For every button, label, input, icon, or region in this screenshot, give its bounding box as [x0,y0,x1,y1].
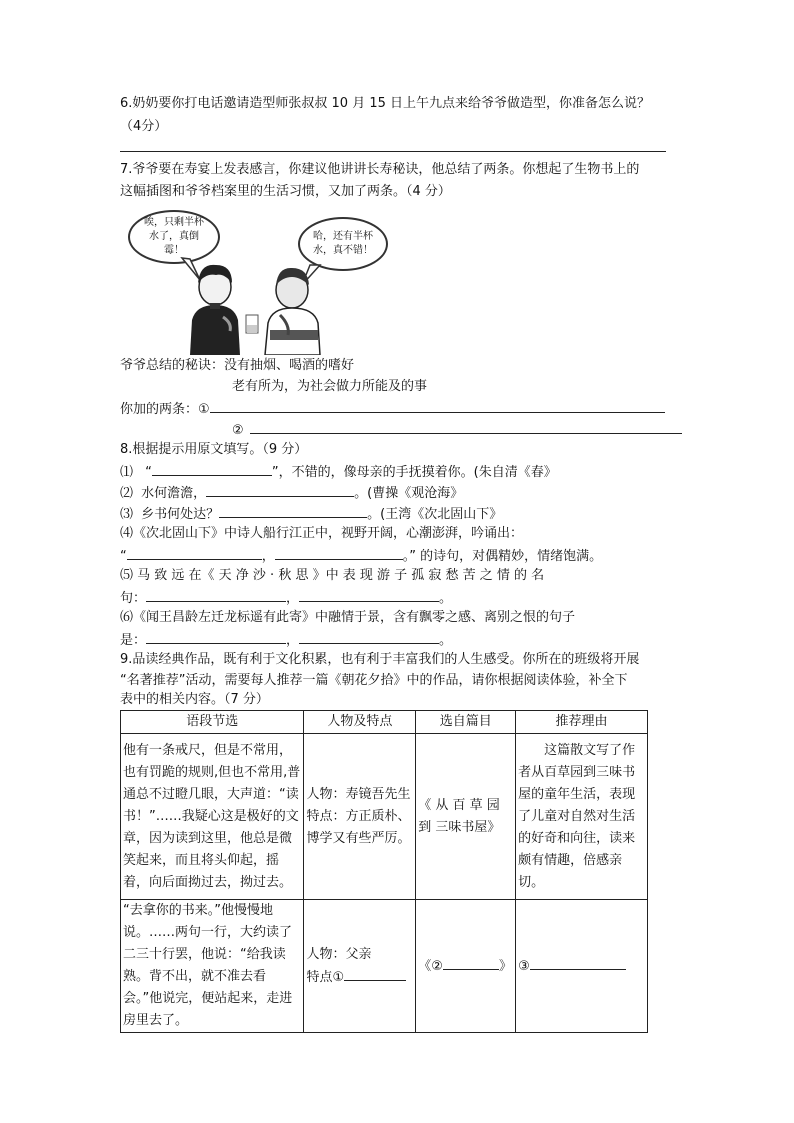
illustration [120,205,380,355]
pessimist-figure [190,265,240,355]
row2-reason-cell [516,900,648,1033]
q8-item-6b [120,629,452,651]
q8-item-4b [120,545,602,567]
q8-blank-4a[interactable] [127,545,262,560]
cartoon-figures [120,205,380,355]
q8-item-6a: ⑹《闻王昌龄左迁龙标遥有此寄》中融情于景，含有飘零之感、离别之恨的句子 [120,610,576,625]
q8-item-6-comma: ， [286,633,300,648]
row2-source-close: 》 [498,958,512,974]
row2-source-blank[interactable] [443,955,499,970]
row2-excerpt: “去拿你的书来。”他慢慢地说。……两句一行，大约读了二三十行罢，他说：“给我读熟。背不出，就不准去看会。”他说完，便站起来，走进房里去了。 [121,900,304,1033]
row2-trait-line [306,966,413,989]
q6-line2: （4分） [120,119,168,134]
optimist-figure [265,268,320,355]
q8-blank-5b[interactable] [299,587,439,602]
q9-line2: “名著推荐”活动，需要每人推荐一篇《朝花夕拾》中的作品，请你根据阅读体验，补全下 [120,673,628,688]
q8-item-6-end: 。 [439,633,453,648]
header-person: 人物及特点 [304,711,416,734]
header-reason: 推荐理由 [516,711,648,734]
q8-item-3 [120,503,502,525]
q8-item-6-prefix: 是： [120,633,147,648]
row2-person-cell [304,900,416,1033]
q8-blank-3[interactable] [219,503,367,518]
row2-reason-blank[interactable] [530,955,626,970]
q8-title: 8.根据提示用原文填写。（9 分） [120,442,308,457]
q8-blank-4b[interactable] [275,545,403,560]
q8-item-4a: ⑷《次北固山下》中诗人船行江正中，视野开阔，心潮澎湃，吟诵出： [120,526,524,541]
q8-item-4-comma: ， [261,549,275,564]
q8-blank-1[interactable] [152,461,272,476]
q8-item-2 [120,482,463,504]
q8-item-4-open: “ [120,549,127,564]
q8-item-5a: ⑸ 马 致 远 在《 天 净 沙 · 秋 思 》中 表 现 游 子 孤 寂 愁 苦 之 情 的 名 [120,568,545,583]
q7-added-label [120,398,665,420]
table-row [121,900,648,1033]
q8-blank-5a[interactable] [146,587,286,602]
q6-line1: 6.奶奶要你打电话邀请造型师张叔叔 10 月 15 日上午九点来给爷爷做造型，你准备怎么说？ [120,96,651,111]
q8-item-1-open: “ [145,465,152,480]
q8-item-2-source: 。(曹操《观沧海》 [354,486,464,501]
q8-item-2-num: ⑵ [120,486,134,501]
q8-item-3-num: ⑶ [120,507,134,522]
speech-bubble-left-text: 唉，只剩半杯水了，真倒霉！ [144,217,204,256]
row2-reason-num: ③ [518,958,530,974]
q8-item-1-text: ”，不错的，像母亲的手抚摸着你。(朱自清《春》 [271,465,557,480]
row2-trait: 特点① [306,969,345,985]
row2-source-cell [416,900,516,1033]
q6-answer-line [120,151,666,152]
header-source: 选自篇目 [416,711,516,734]
q8-item-5b [120,587,452,609]
q8-item-5-comma: ， [286,591,300,606]
q7-added-2-num: ② [232,423,244,438]
q8-item-1-num: ⑴ [120,465,134,480]
q7-answer-blank-2[interactable] [250,419,682,434]
row1-person: 人物：寿镜吾先生 [306,786,411,802]
row1-person-cell [304,734,416,900]
half-glass-icon [246,315,258,333]
q7-secret-1: 爷爷总结的秘诀：没有抽烟、喝酒的嗜好 [120,358,355,373]
row1-source: 《 从 百 草 园 到 三味书屋》 [416,734,516,900]
q8-item-5-end: 。 [439,591,453,606]
q8-item-1 [120,461,557,483]
row1-excerpt: 他有一条戒尺，但是不常用，也有罚跪的规则,但也不常用,普通总不过瞪几眼，大声道：“读书！”……我疑心这是极好的文章，因为读到这里，他总是微笑起来，而且将头仰起，摇着，向后面拗过去，拗过去。 [121,734,304,900]
q8-blank-6b[interactable] [299,629,439,644]
row1-reason: 这篇散文写了作者从百草园到三味书屋的童年生活，表现了儿童对自然对生活的好奇和向往，读来颇有情趣，倍感亲切。 [516,734,648,900]
q8-item-2-text: 水何澹澹， [141,486,207,501]
row2-trait-blank[interactable] [344,966,406,981]
q8-blank-6a[interactable] [146,629,286,644]
header-excerpt: 语段节选 [121,711,304,734]
q7-secret-2: 老有所为，为社会做力所能及的事 [232,379,428,394]
q9-line3: 表中的相关内容。（7 分） [120,692,269,707]
row2-person: 人物：父亲 [306,946,372,962]
q9-line1: 9.品读经典作品，既有利于文化积累，也有利于丰富我们的人生感受。你所在的班级将开展 [120,652,640,667]
recommendation-table [120,710,648,1033]
q8-item-5-prefix: 句： [120,591,147,606]
q8-blank-2[interactable] [206,482,354,497]
q7-added-2 [232,419,682,441]
q7-added-label-text: 你加的两条：① [120,402,210,417]
row1-trait: 特点：方正质朴、博学又有些严厉。 [306,808,411,846]
row2-source-open: 《② [418,958,443,974]
q8-item-4-text: 。” 的诗句，对偶精妙，情绪饱满。 [402,549,603,564]
q7-line2: 这幅插图和爷爷档案里的生活习惯，又加了两条。（4 分） [120,184,451,199]
q7-answer-blank-1[interactable] [210,398,665,413]
table-row [121,734,648,900]
q8-item-3-text: 乡书何处达？ [141,507,220,522]
q7-line1: 7.爷爷要在寿宴上发表感言，你建议他讲讲长寿秘诀，他总结了两条。你想起了生物书上的 [120,162,640,177]
table-header-row [121,711,648,734]
speech-bubble-right-text: 哈，还有半杯水，真不错！ [313,231,373,256]
q8-item-3-source: 。(王湾《次北固山下》 [367,507,503,522]
